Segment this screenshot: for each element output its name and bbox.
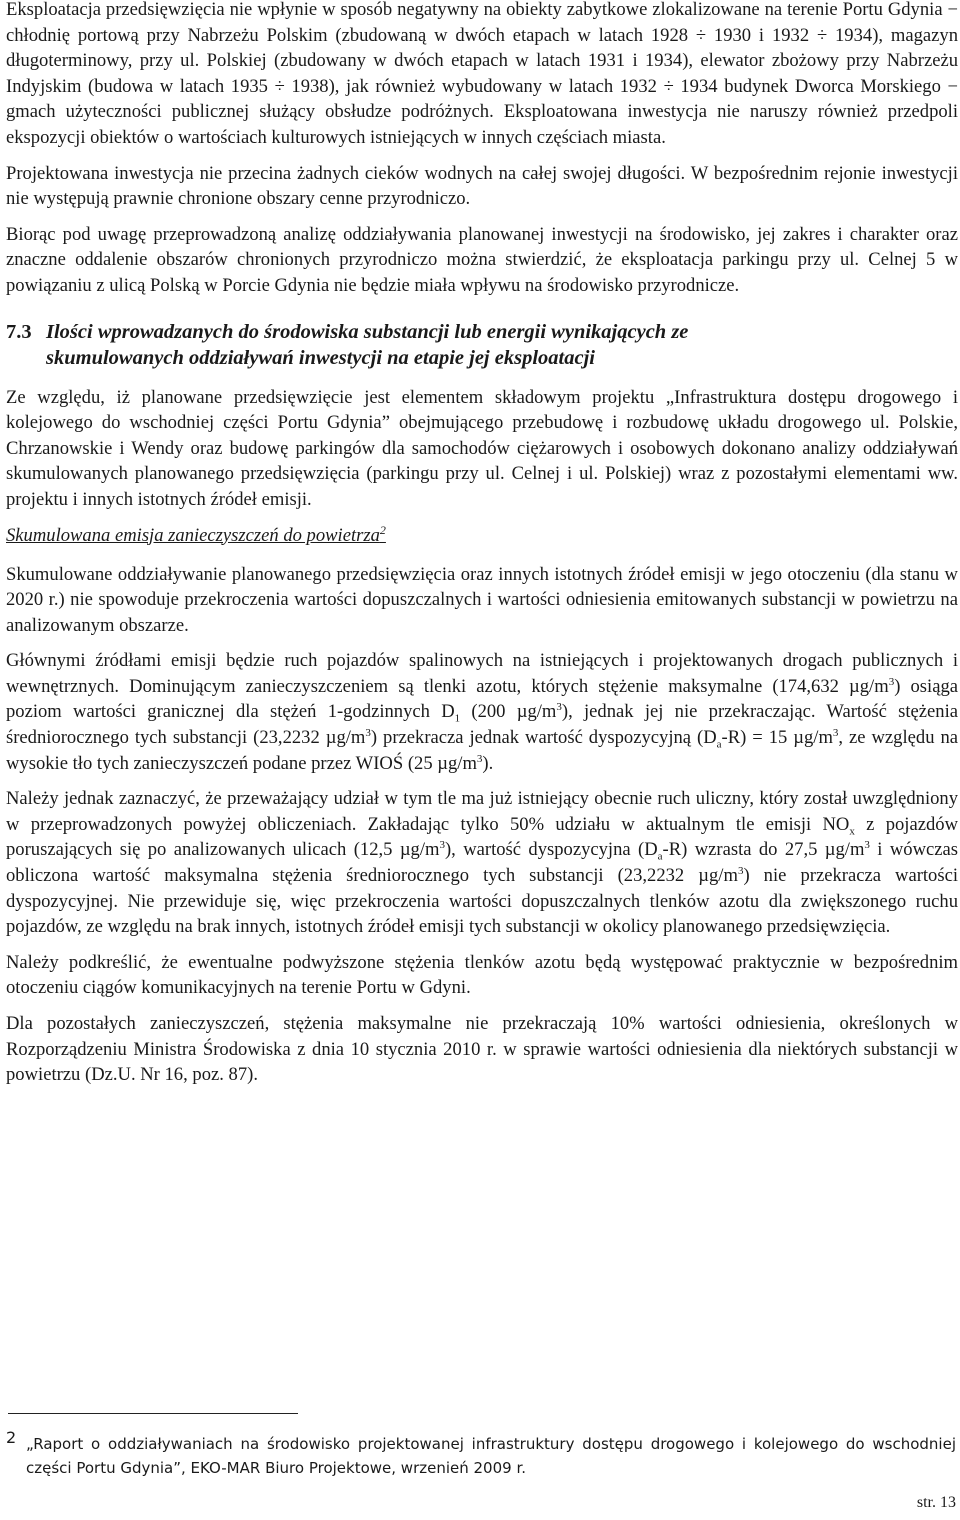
text-run: ), wartość dyspozycyjna (D xyxy=(444,839,658,861)
section-title-line1: Ilości wprowadzanych do środowiska substancji lub energii wynikających ze xyxy=(46,320,689,343)
text-run: i wówczas obliczona wartość maksymalna stężenia średniorocznego tych substancji (23,2232 µg/m xyxy=(6,839,959,887)
subscript: a xyxy=(716,738,722,751)
text-run: z pojazdów poruszających się po analizowanych ulicach (12,5 µg/m xyxy=(6,813,958,861)
section-heading xyxy=(6,319,958,371)
paragraph-emphasis: Należy podkreślić, że ewentualne podwyższone stężenia tlenków azotu będą występować praktycznie w bezpośrednim otoczeniu ciągów komunikacyjnych na terenie Portu w Gdyni. xyxy=(6,951,958,999)
footnote xyxy=(6,1428,956,1480)
superscript: 3 xyxy=(476,752,483,765)
superscript: 3 xyxy=(439,839,445,852)
text-run: -R) = 15 µg/m xyxy=(721,727,833,749)
text-run: , ze względu na wysokie tło tych zanieczyszczeń podane przez WIOŚ (25 µg/m xyxy=(6,727,959,774)
footnote-text: „Raport o oddziaływaniach na środowisko projektowanej infrastruktury dostępu drogowego i kolejowego do wschodniej części Portu Gdynia”, EKO-MAR Biuro Projektowe, wrzenień 2009 r. xyxy=(26,1435,956,1477)
subheading-air-emission xyxy=(6,523,958,548)
paragraph-other-pollutants: Dla pozostałych zanieczyszczeń, stężenia maksymalne nie przekraczają 10% wartości odniesienia, określonych w Rozporządzeniu Ministra Środowiska z dnia 10 stycznia 2010 r. w sprawie wartości odniesienia dla niektórych substancji w powietrzu (Dz.U. Nr 16, poz. 87). xyxy=(6,1013,958,1086)
superscript: 3 xyxy=(556,701,562,714)
document-body xyxy=(6,0,958,1098)
text-run: ) nie przekracza wartości dyspozycyjnej. Nie przewiduje się, więc przekroczenia wartości dopuszczalnych tlenków azotu dla zwiększonego ruchu pojazdów, ze względu na brak innych, istotnych źródeł emisji tych substancji w okolicy planowanego przedsięwzięcia. xyxy=(6,865,959,938)
footnote-divider xyxy=(8,1413,298,1414)
subheading-text: Skumulowana emisja zanieczyszczeń do powietrza xyxy=(6,524,380,546)
paragraph-sources xyxy=(6,648,958,776)
subscript: 1 xyxy=(454,713,461,726)
footnote-mark: 2 xyxy=(6,1428,17,1447)
subscript: x xyxy=(849,825,855,838)
text-run: ), jednak jej nie przekraczając. Wartość stężenia średniorocznego tych substancji (23,2232 µg/m xyxy=(6,701,958,749)
superscript: 3 xyxy=(365,726,371,739)
paragraph-cumulative: Skumulowane oddziaływanie planowanego przedsięwzięcia oraz innych istotnych źródeł emisji w jego otoczeniu (dla stanu w 2020 r.) nie spowoduje przekroczenia wartości dopuszczalnych i wartości odniesienia emitowanych substancji w powietrzu na analizowanym obszarze. xyxy=(6,563,958,636)
superscript: 3 xyxy=(737,864,744,877)
text-run: Należy jednak zaznaczyć, że przeważający udział w tym tle ma już istniejący obecnie ruch uliczny, który został uwzględniony w przeprowadzonych powyżej obliczeniach. Zakładając tylko 50% udziału w aktualnym tle emisji NO xyxy=(6,788,958,835)
text-run: -R) wzrasta do 27,5 µg/m xyxy=(662,839,865,861)
paragraph-watercourses: Projektowana inwestycja nie przecina żadnych cieków wodnych na całej swojej długości. W bezpośrednim rejonie inwestycji nie występują prawnie chronione obszary cenne przyrodniczo. xyxy=(6,162,958,210)
superscript: 3 xyxy=(888,675,895,688)
section-number: 7.3 xyxy=(6,320,32,343)
paragraph-heritage: Eksploatacja przedsięwzięcia nie wpłynie w sposób negatywny na obiekty zabytkowe zlokalizowane na terenie Portu Gdynia − chłodnię portową przy Nabrzeżu Polskim (zbudowaną w dwóch etapach w latach 1928 ÷ 1930 i 1932 ÷ 1934), magazyn długoterminowy, przy ul. Polskiej (zbudowany w dwóch etapach w latach 1931 i 1934), elewator zbożowy przy Nabrzeżu Indyjskim (budowa w latach 1935 ÷ 1938), jak również wybudowany w latach 1932 ÷ 1934 budynek Dworca Morskiego − gmach użyteczności publicznej służący obsłudze podróżnych. Eksploatowana inwestycja nie naruszy również przedpoli ekspozycji obiektów o wartościach kulturowych istniejących w innych częściach miasta. xyxy=(6,0,958,148)
text-run: ). xyxy=(482,752,494,774)
text-run: Głównymi źródłami emisji będzie ruch pojazdów spalinowych na istniejących i projektowanych drogach publicznych i wewnętrznych. Dominującym zanieczyszczeniem są tlenki azotu, których stężenie maksymalne (174,632 µg/m xyxy=(6,650,958,697)
paragraph-conclusion: Biorąc pod uwagę przeprowadzoną analizę oddziaływania planowanej inwestycji na środowisko, jej zakres i charakter oraz znaczne oddalenie obszarów chronionych przyrodniczo można stwierdzić, że eksploatacja parkingu przy ul. Celnej 5 w powiązaniu z ulicą Polską w Porcie Gdynia nie będzie miała wpływu na środowisko przyrodnicze. xyxy=(6,223,958,296)
text-run: (200 µg/m xyxy=(460,701,557,723)
text-run: ) przekracza jednak wartość dyspozycyjną (D xyxy=(370,727,717,749)
paragraph-background xyxy=(6,786,958,940)
section-title-line2: skumulowanych oddziaływań inwestycji na etapie jej eksploatacji xyxy=(46,346,595,369)
paragraph-intro: Ze względu, iż planowane przedsięwzięcie jest elementem składowym projektu „Infrastruktura dostępu drogowego i kolejowego do wschodniej części Portu Gdynia” obejmującego przebudowę i rozbudowę układu drogowego ul. Polskie, Chrzanowskie i Wendy oraz budowę parkingów dla samochodów ciężarowych i osobowych dokonano analizy oddziaływań skumulowanych planowanego przedsięwzięcia (parkingu przy ul. Celnej i ul. Polskiej) wraz z pozostałymi elementami ww. projektu i innych istotnych źródeł emisji. xyxy=(6,386,958,510)
text-run: ) osiąga poziom wartości granicznej dla stężeń 1-godzinnych D xyxy=(6,675,959,723)
superscript: 3 xyxy=(864,839,870,852)
page-number: str. 13 xyxy=(916,1494,956,1511)
subscript: a xyxy=(657,851,663,864)
superscript: 3 xyxy=(832,726,839,739)
footnote-ref: 2 xyxy=(379,522,386,537)
